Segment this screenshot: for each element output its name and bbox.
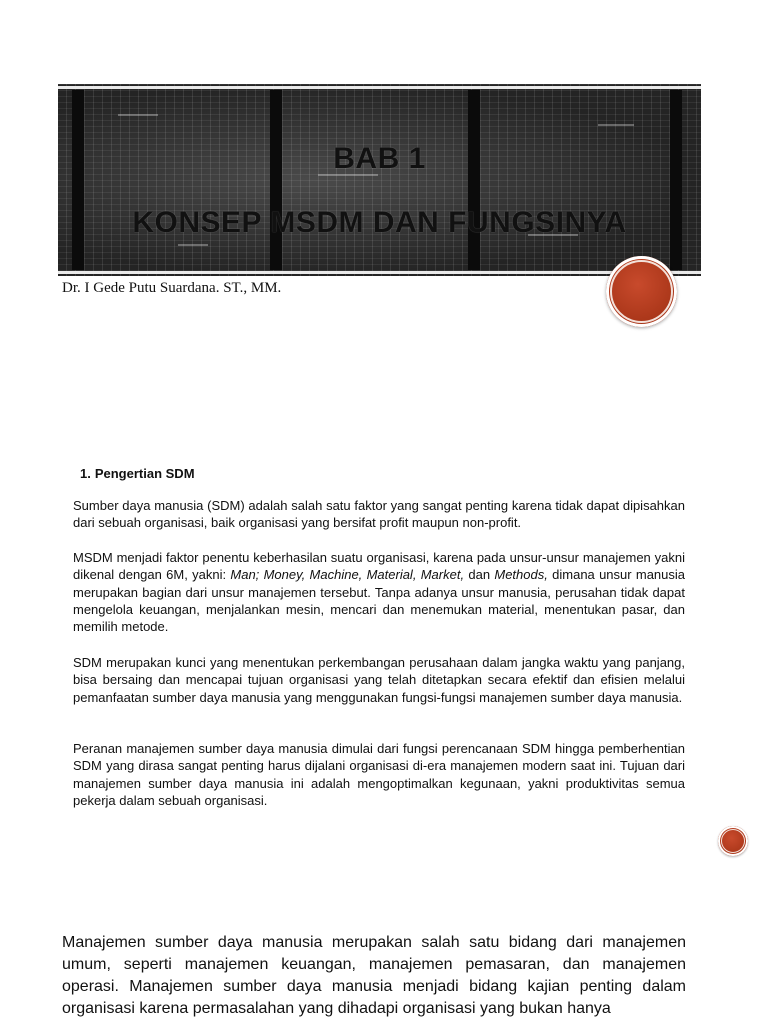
banner-bottom-rule — [58, 271, 701, 274]
banner-texture-speck — [598, 124, 634, 126]
paragraph-2-text: MSDM menjadi faktor penentu keberhasilan suatu organisasi, karena pada unsur-unsur manajemen yakni dikenal dengan 6M, yakni: — [73, 550, 685, 583]
banner-texture-speck — [118, 114, 158, 116]
banner-top-rule — [58, 86, 701, 89]
paragraph-4: Peranan manajemen sumber daya manusia dimulai dari fungsi perencanaan SDM hingga pemberhentian SDM yang dirasa sangat penting harus dijalani organisasi di-era manajemen modern saat ini. Tujuan dari manajemen sumber daya manusia ini adalah mengoptimalkan kegunaan, yakni produktivitas semua pekerja dalam sebuah organisasi. — [73, 741, 685, 808]
banner-texture-post — [468, 90, 480, 270]
banner-texture-speck — [178, 244, 208, 246]
title-banner — [58, 84, 701, 276]
decorative-circle-large — [606, 256, 677, 327]
section-number: 1. — [80, 466, 91, 481]
section-heading — [80, 466, 195, 481]
banner-texture-post — [670, 90, 682, 270]
chapter-title: BAB 1 — [333, 142, 426, 175]
section-title: Pengertian SDM — [94, 466, 195, 481]
six-m-list: Man; Money, Machine, Material, Market, — [230, 567, 465, 583]
banner-texture-post — [72, 90, 84, 270]
methods-term: Methods, — [494, 567, 548, 583]
paragraph-3: SDM merupakan kunci yang menentukan perkembangan perusahaan dalam jangka waktu yang panjang, bisa bersaing dan mencapai tujuan organisasi yang telah ditetapkan secara efektif dan efisien melalui pemanfaatan sumber daya manusia yang menggunakan fungsi-fungsi manajemen sumber daya manusia. — [73, 655, 685, 705]
paragraph-2-and: dan — [464, 567, 495, 583]
chapter-subtitle: KONSEP MSDM DAN FUNGSINYA — [132, 206, 627, 239]
paragraph-2-rest: dimana unsur manusia merupakan bagian dari unsur manajemen tersebut. Tanpa adanya unsur manusia, perusahan tidak dapat mengelola keuangan, menjalankan mesin, mencari dan menemukan material, menentukan pasar, dan memilih metode. — [73, 567, 686, 635]
paragraph-5: Manajemen sumber daya manusia merupakan salah satu bidang dari manajemen umum, seperti manajemen keuangan, manajemen pemasaran, dan manajemen operasi. Manajemen sumber daya manusia menjadi bidang kajian penting dalam organisasi karena permasalahan yang dihadapi organisasi yang bukan hanya — [62, 934, 686, 1017]
author-name: Dr. I Gede Putu Suardana. ST., MM. — [62, 280, 282, 296]
paragraph-2 — [73, 549, 685, 635]
decorative-circle-small — [718, 826, 748, 856]
banner-texture-post — [270, 90, 282, 270]
paragraph-1: Sumber daya manusia (SDM) adalah salah satu faktor yang sangat penting karena tidak dapat dipisahkan dari sebuah organisasi, baik organisasi yang bersifat profit maupun non-profit. — [73, 498, 685, 531]
